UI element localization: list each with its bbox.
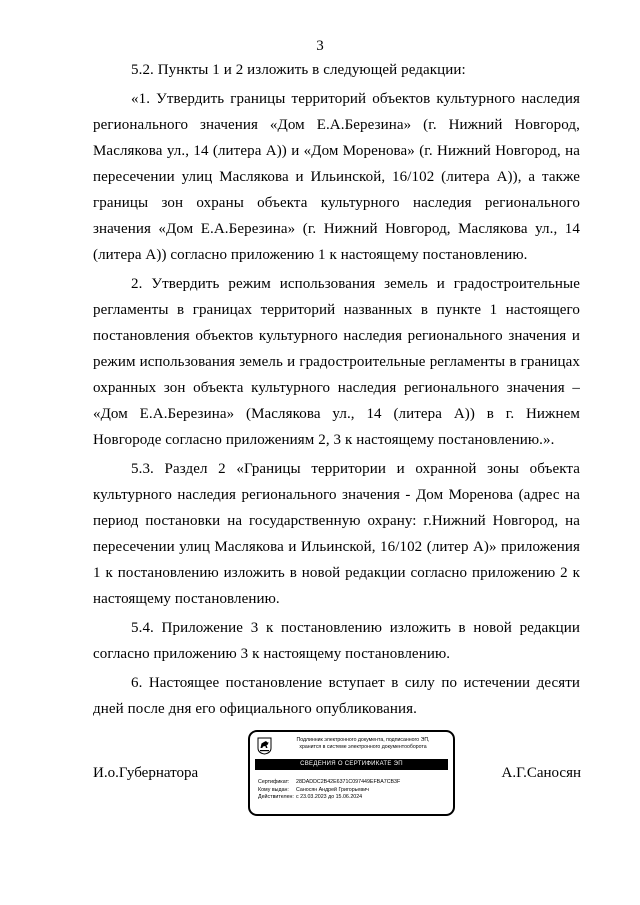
validity-label: Действителен:	[258, 794, 294, 800]
signatory-position: И.о.Губернатора	[93, 765, 199, 781]
coat-of-arms-icon	[257, 737, 272, 755]
issued-to-label: Кому выдан:	[258, 786, 289, 793]
issued-to-value: Саносян Андрей Григорьевич	[296, 786, 369, 793]
paragraph-quoted-1: «1. Утвердить границы территорий объектов культурного наследия регионального значения «Дом Е.А.Березина» (г. Нижний Новгород, Маслякова ул., 14 (литера А)) и «Дом Моренова» (г. Нижний Новгород, на пересечении улиц Маслякова и Ильинской, 16/102 (литера А)), а также границы зон охраны объекта культурного наследия регионального значения «Дом Е.А.Березина» (г. Нижний Новгород, Маслякова ул., 14 (литера А)) согласно приложению 1 к настоящему постановлению.	[93, 91, 580, 263]
validity-row	[258, 794, 450, 802]
certificate-row	[258, 779, 450, 787]
paragraph-5-2: 5.2. Пункты 1 и 2 изложить в следующей редакции:	[131, 62, 466, 78]
paragraph-5-4: 5.4. Приложение 3 к постановлению изложить в новой редакции согласно приложению 3 к настоящему постановлению.	[93, 620, 580, 662]
certificate-value: 28DADDC2B42E6371C097449EFBA7CB3F	[296, 779, 401, 785]
page-number: 3	[316, 38, 324, 54]
electronic-signature-stamp	[248, 730, 455, 816]
stamp-title: СВЕДЕНИЯ О СЕРТИФИКАТЕ ЭП	[255, 759, 448, 770]
stamp-header-line-2: хранится в системе электронного документооборота	[299, 744, 427, 750]
certificate-details	[258, 779, 450, 802]
paragraph-quoted-2: 2. Утвердить режим использования земель и градостроительные регламенты в границах территорий названных в пункте 1 настоящего постановления объектов культурного наследия регионального значения и режим использования земель и градостроительные регламенты в границах охранных зон объекта культурного наследия регионального значения – «Дом Е.А.Березина» (Маслякова ул., 14 (литера А)) в г. Нижнем Новгороде согласно приложениям 2, 3 к настоящему постановлению.».	[93, 276, 580, 448]
stamp-header	[274, 737, 452, 751]
signatory-name: А.Г.Саносян	[501, 765, 581, 781]
certificate-label: Сертификат:	[258, 779, 290, 785]
stamp-header-line-1: Подлинник электронного документа, подписанного ЭП,	[296, 737, 430, 743]
validity-value: с 23.03.2023 до 15.06.2024	[296, 794, 363, 800]
paragraph-5-3: 5.3. Раздел 2 «Границы территории и охранной зоны объекта культурного наследия регионального значения - Дом Моренова (адрес на период постановки на государственную охрану: г.Нижний Новгород, на пересечении улиц Маслякова и Ильинской, 16/102 (литер А)» приложения 1 к постановлению изложить в новой редакции согласно приложению 2 к настоящему постановлению.	[93, 461, 580, 607]
document-body	[93, 57, 580, 725]
issued-to-row	[258, 787, 450, 795]
paragraph-6: 6. Настоящее постановление вступает в силу по истечении десяти дней после дня его официального опубликования.	[93, 675, 580, 717]
